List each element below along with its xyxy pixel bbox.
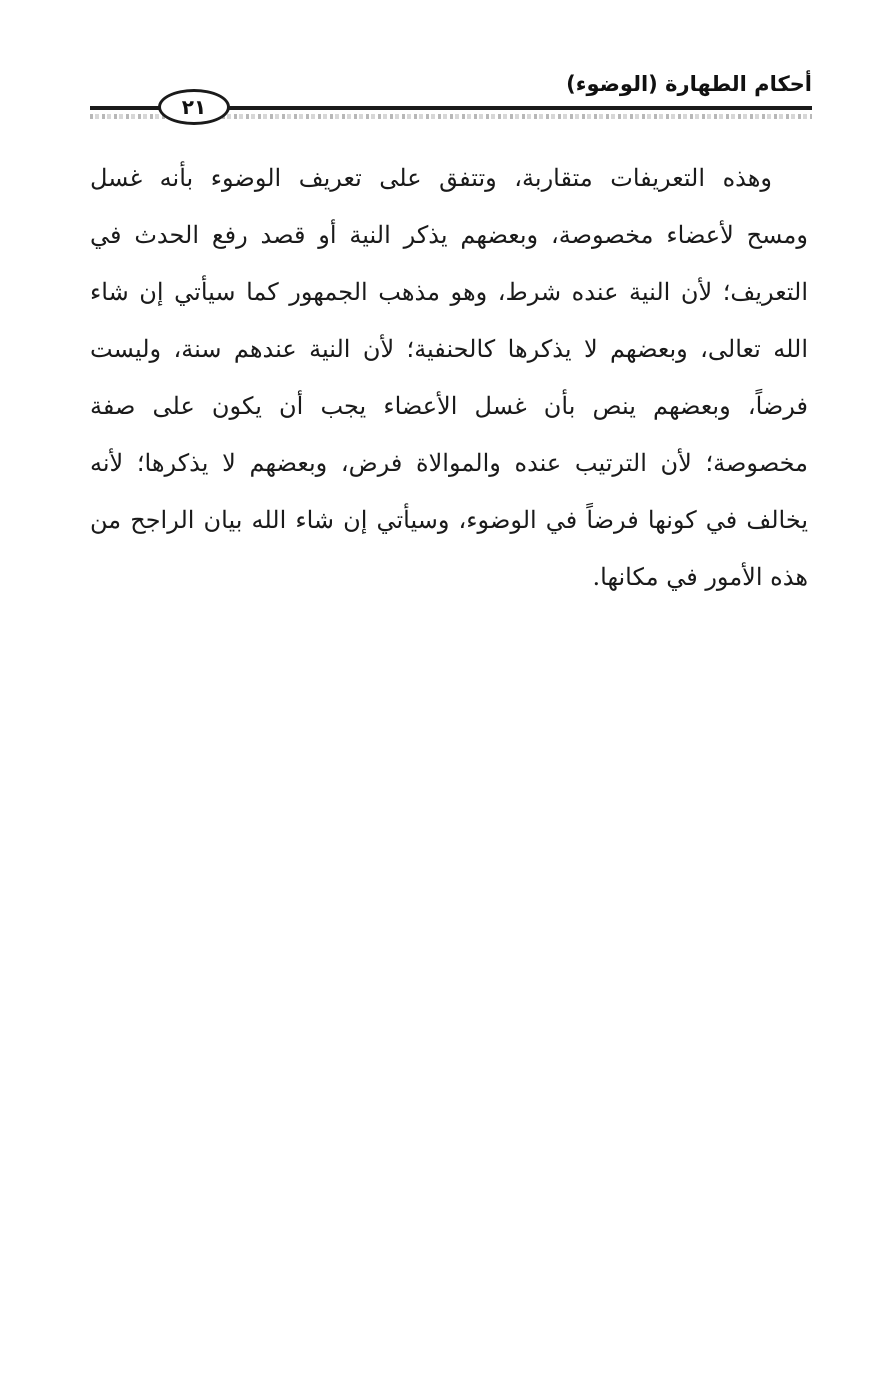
paragraph-line-3: التعريف؛ لأن النية عنده شرط، وهو مذهب الجمهور كما سيأتي إن شاء [90, 278, 808, 306]
page-number: ٢١ [181, 95, 207, 119]
paragraph-line-4: الله تعالى، وبعضهم لا يذكرها كالحنفية؛ لأن النية عندهم سنة، وليست [90, 335, 808, 363]
paragraph-line-6: مخصوصة؛ لأن الترتيب عنده والموالاة فرض، وبعضهم لا يذكرها؛ لأنه [90, 449, 808, 477]
paragraph-line-5: فرضاً، وبعضهم ينص بأن غسل الأعضاء يجب أن يكون على صفة [90, 392, 808, 420]
paragraph-line-2: ومسح لأعضاء مخصوصة، وبعضهم يذكر النية أو قصد رفع الحدث في [90, 221, 808, 249]
paragraph-line-7: يخالف في كونها فرضاً في الوضوء، وسيأتي إن شاء الله بيان الراجح من [90, 506, 808, 534]
paragraph-line-8: هذه الأمور في مكانها. [592, 563, 808, 591]
page-header [90, 62, 812, 132]
body-text [90, 150, 808, 606]
paragraph-line-1: وهذه التعريفات متقاربة، وتتفق على تعريف الوضوء بأنه غسل [90, 164, 772, 192]
page-number-badge [158, 89, 230, 125]
running-header-title: أحكام الطهارة (الوضوء) [566, 72, 812, 96]
